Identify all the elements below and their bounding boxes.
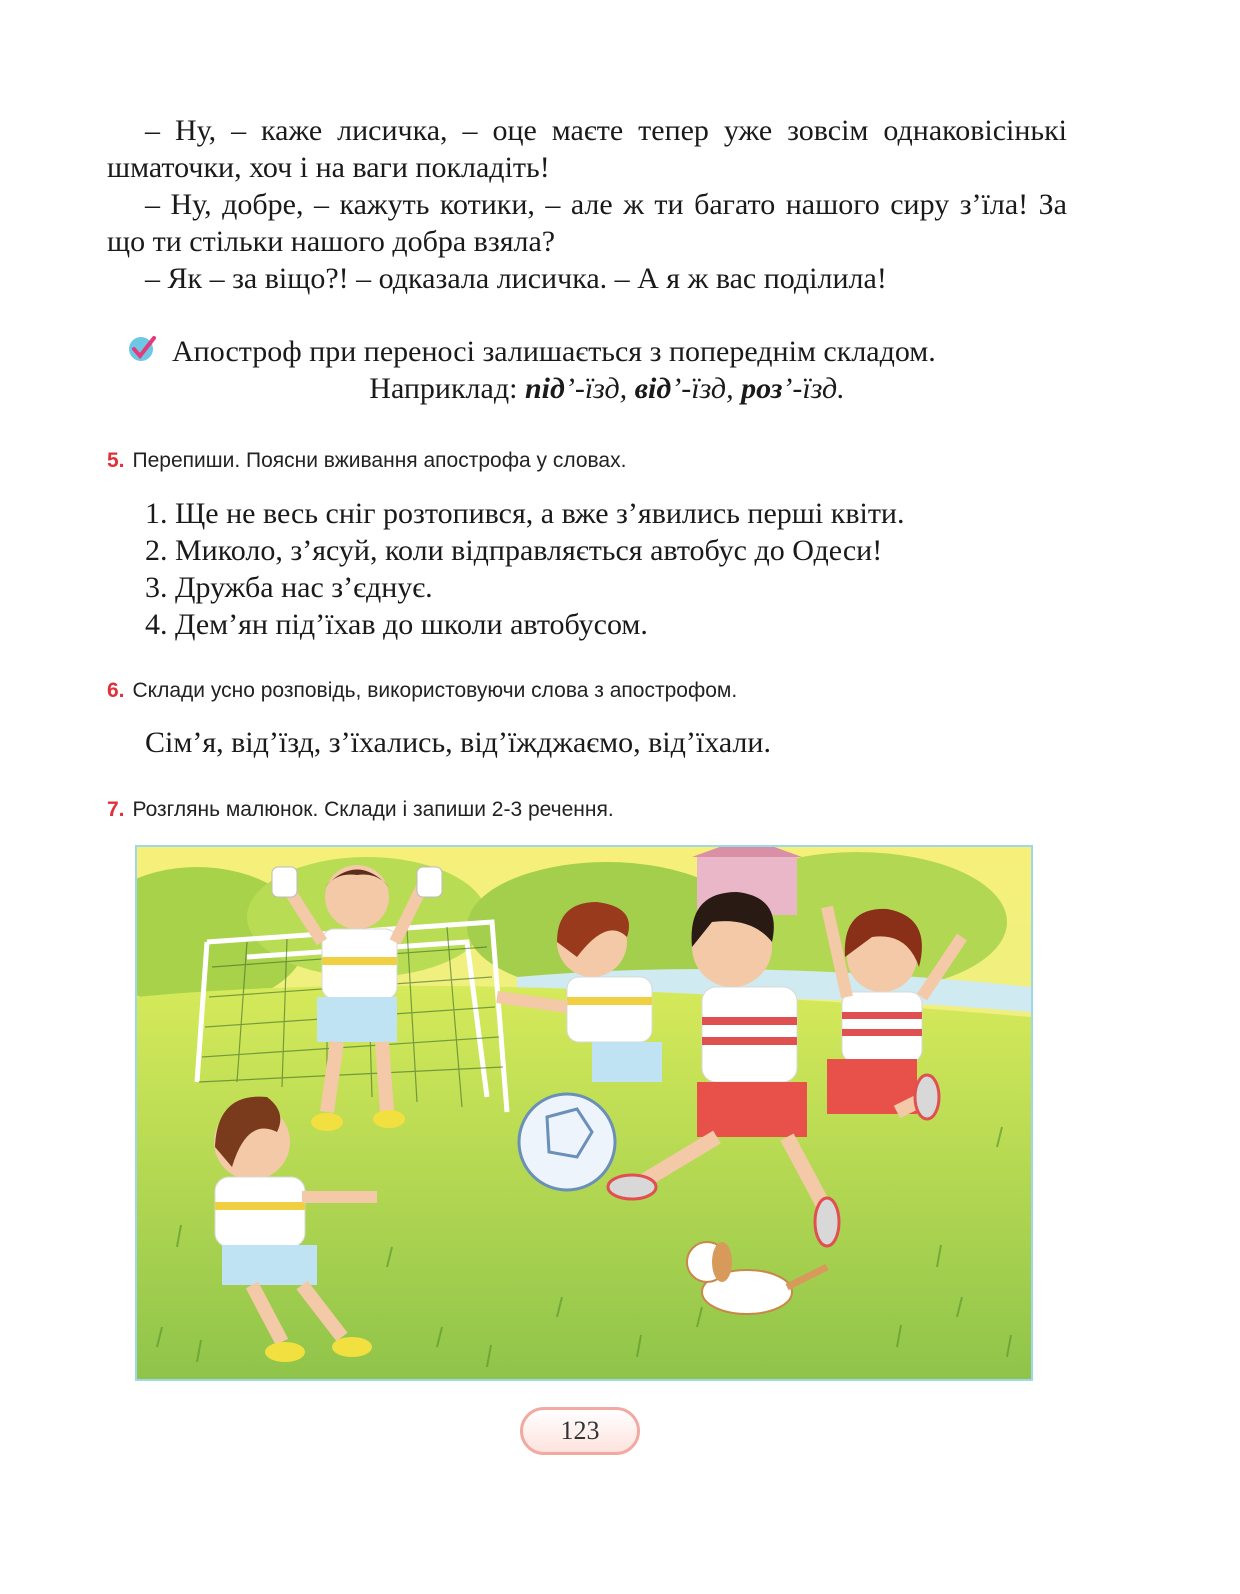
checkmark-icon — [127, 333, 157, 363]
task-5 — [107, 449, 626, 473]
illustration-drawing — [137, 847, 1031, 1379]
rule-box — [127, 333, 1067, 407]
story-line-2: – Ну, добре, – кажуть котики, – але ж ти багато нашого сиру з’їла! За що ти стільки нашого добра взяла? — [107, 188, 1067, 258]
list-item: 2. Миколо, з’ясуй, коли відправляється автобус до Одеси! — [145, 534, 883, 567]
list-item: 4. Дем’ян під’їхав до школи автобусом. — [145, 608, 648, 641]
page-number: 123 — [520, 1407, 640, 1455]
list-item: 3. Дружба нас з’єднує. — [145, 571, 433, 604]
task-6-number: 6. — [107, 679, 125, 702]
children-playing-football-illustration — [135, 845, 1033, 1381]
apostrophe-words: Сім’я, від’їзд, з’їхались, від’їжджаємо, від’їхали. — [145, 726, 771, 759]
story-line-3: – Як – за віщо?! – одказала лисичка. – А я ж вас поділила! — [145, 262, 887, 295]
task-6 — [107, 679, 737, 703]
task-7 — [107, 798, 614, 822]
rule-example — [127, 370, 1067, 407]
rule-text: Апостроф при переносі залишається з попереднім складом. — [172, 335, 936, 368]
example-label: Наприклад: — [369, 372, 518, 405]
example-2-syllable: від — [634, 372, 672, 405]
task-7-text: Розглянь малюнок. Склади і запиши 2-3 речення. — [132, 798, 614, 821]
example-1-rest: ’-їзд, — [564, 372, 628, 405]
task-5-text: Перепиши. Поясни вживання апострофа у словах. — [132, 449, 627, 472]
story-line-1: – Ну, – каже лисичка, – оце маєте тепер уже зовсім однаковісінькі шматочки, хоч і на ваги покладіть! — [107, 114, 1067, 184]
example-3-syllable: роз — [741, 372, 783, 405]
task-5-number: 5. — [107, 449, 125, 472]
task-6-text: Склади усно розповідь, використовуючи слова з апострофом. — [132, 679, 738, 702]
example-3-rest: ’-їзд. — [782, 372, 845, 405]
example-1-syllable: під — [524, 372, 565, 405]
example-2-rest: ’-їзд, — [671, 372, 734, 405]
sentence-list — [145, 495, 904, 643]
story-text — [107, 112, 1067, 297]
task-7-number: 7. — [107, 798, 125, 821]
list-item: 1. Ще не весь сніг розтопився, а вже з’явились перші квіти. — [145, 497, 905, 530]
